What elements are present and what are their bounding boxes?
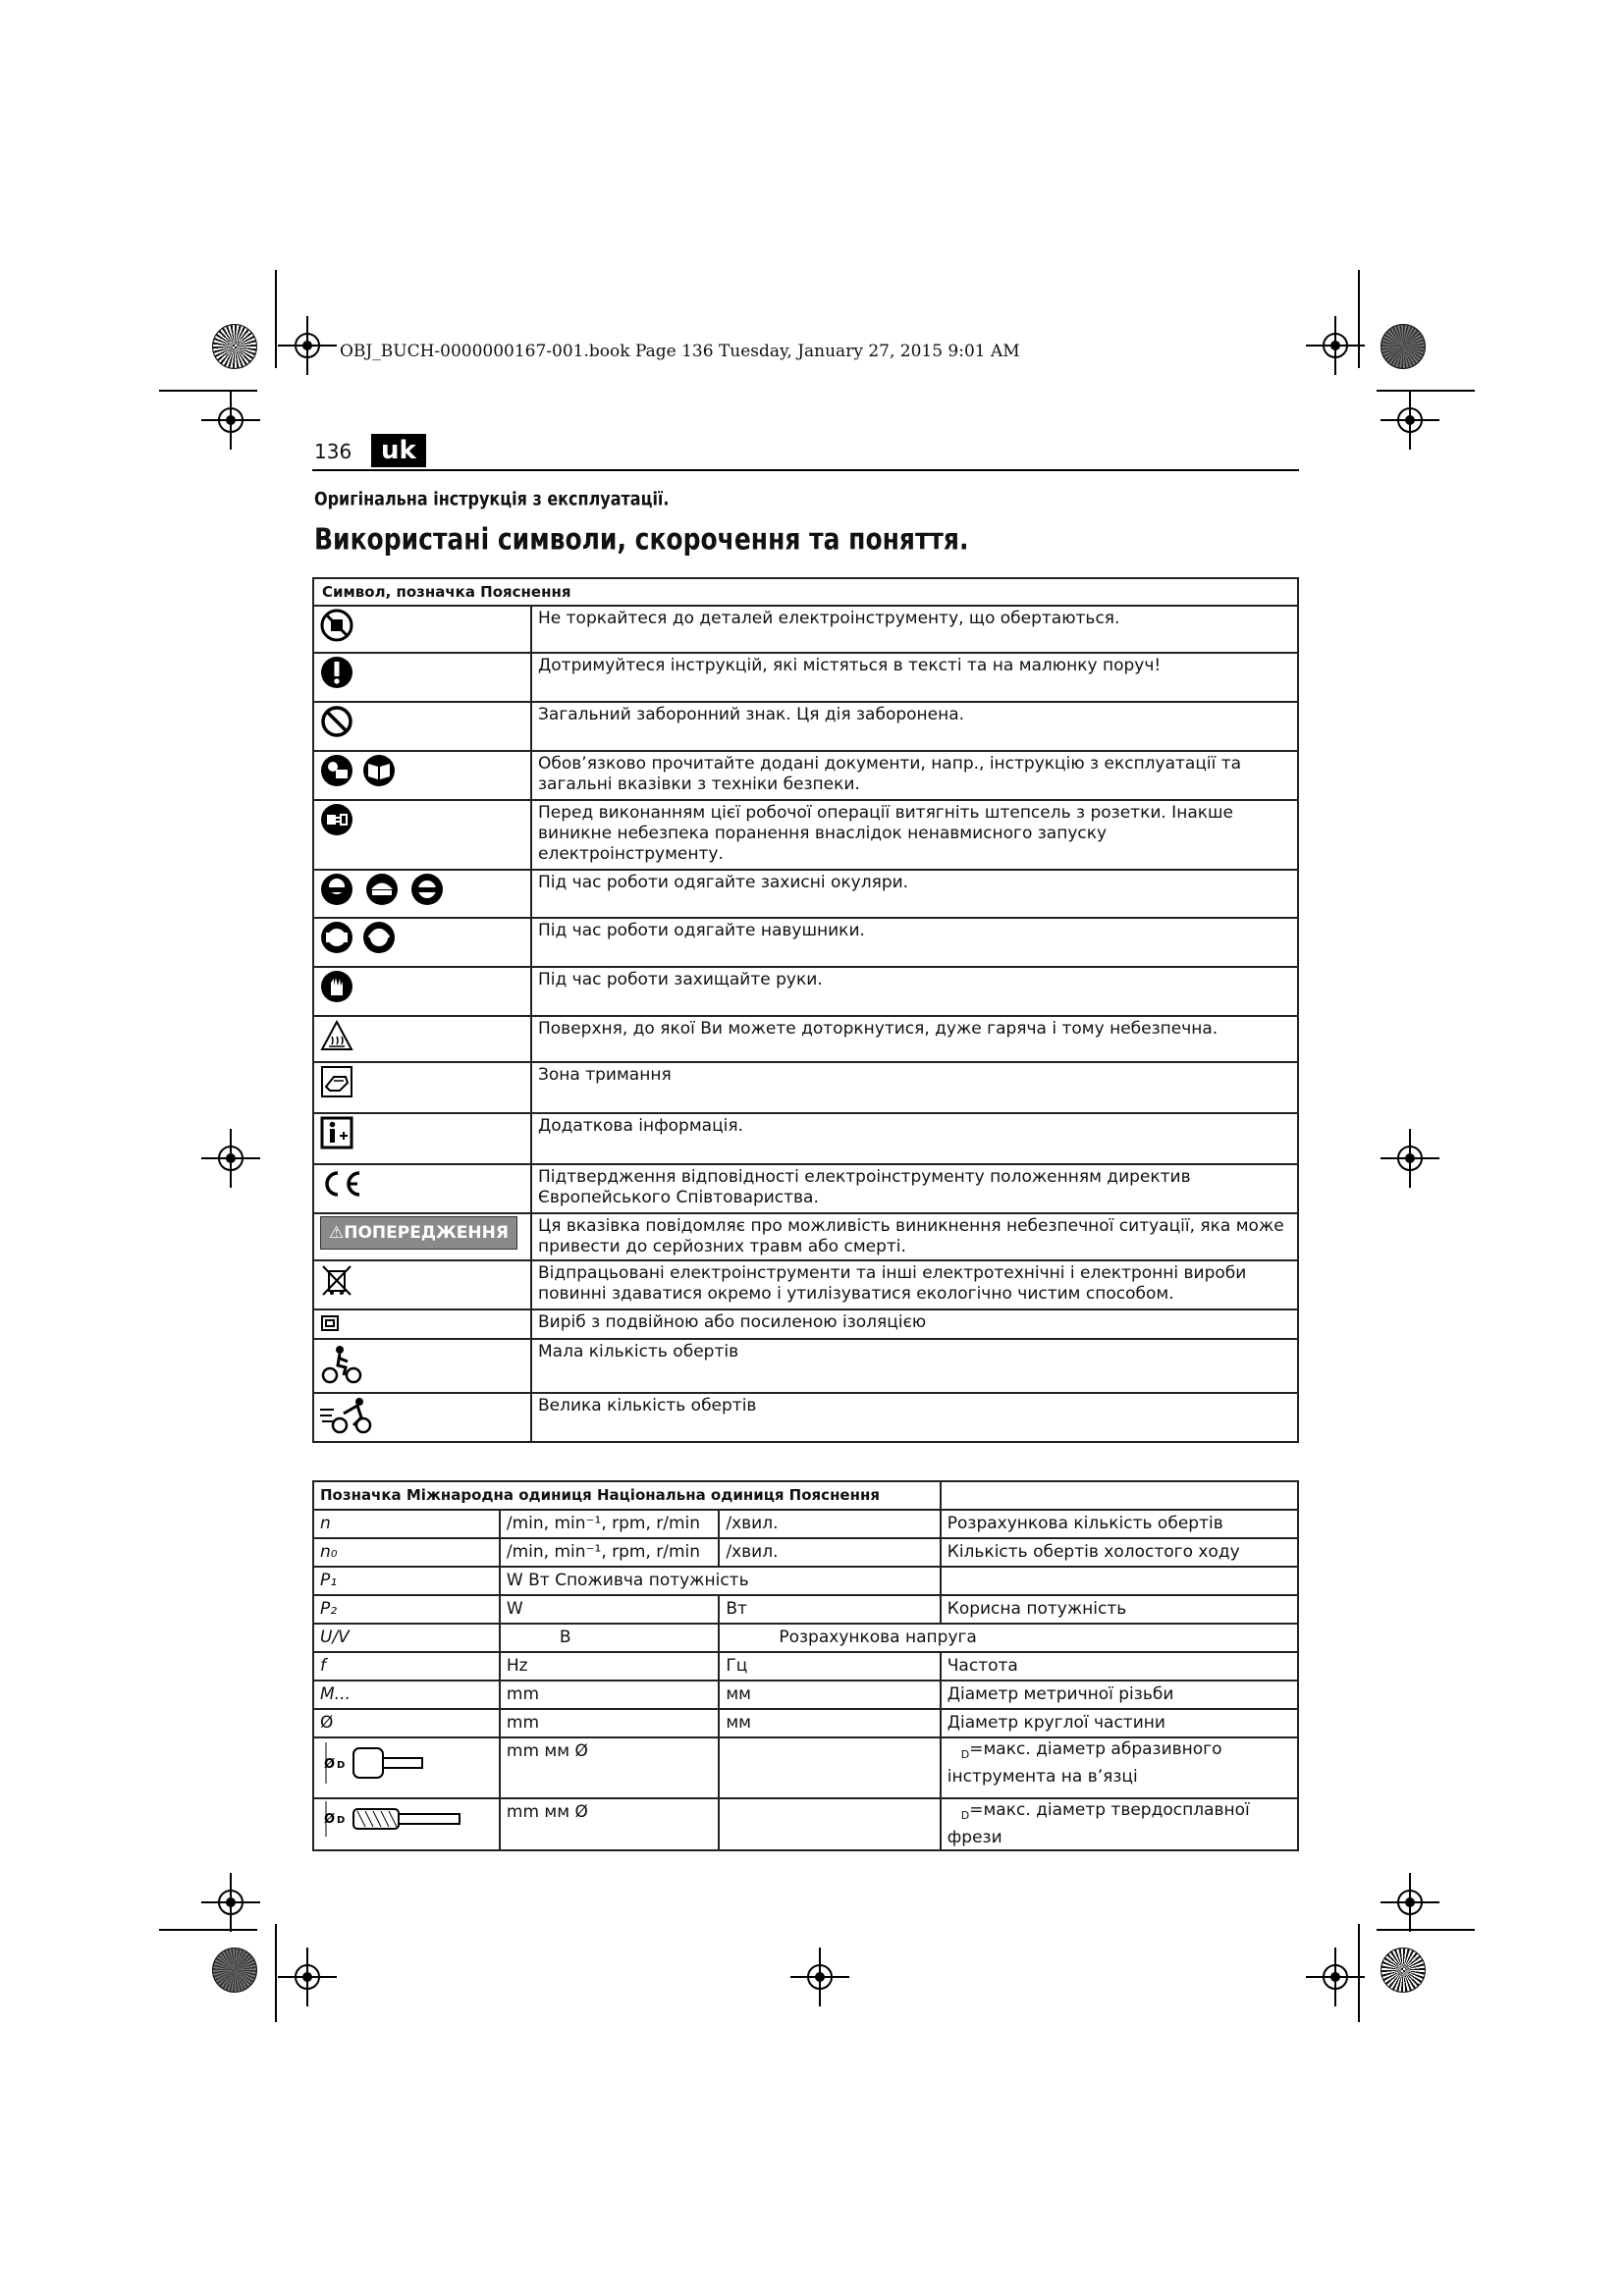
unit-national: Вт <box>719 1595 940 1624</box>
grip-zone-icon <box>320 1065 353 1098</box>
table-row <box>313 918 1298 967</box>
table-row <box>313 1260 1298 1309</box>
table-row <box>313 870 1298 918</box>
unit-explanation: =макс. діаметр абразивного інструмента на в’язці <box>947 1739 1222 1788</box>
registration-crosshair-icon <box>278 1948 337 2006</box>
unit-symbol: U/V <box>313 1624 500 1652</box>
registration-crosshair-icon <box>1380 1873 1439 1932</box>
unit-international: mm <box>500 1681 719 1709</box>
unit-explanation: Діаметр круглої частини <box>941 1709 1298 1737</box>
symbol-description: Зона тримання <box>531 1062 1298 1113</box>
table-row <box>313 606 1298 653</box>
svg-text:D: D <box>337 1815 346 1826</box>
ear-protection-icon <box>320 921 408 954</box>
print-book-info: OBJ_BUCH-0000000167-001.book Page 136 Tuesday, January 27, 2015 9:01 AM <box>340 342 1020 361</box>
unit-subscript: D <box>960 1809 970 1823</box>
registration-crosshair-icon <box>278 316 337 375</box>
header-rule <box>312 469 1299 471</box>
unit-national <box>719 1798 940 1850</box>
units-table-header: Позначка Міжнародна одиниця Національна одиниця Пояснення <box>313 1481 941 1510</box>
table-row <box>313 967 1298 1016</box>
symbol-description: Перед виконанням цієї робочої операції витягніть штепсель з розетки. Інакше виникне небезпека поранення внаслідок ненавмисного запуску електроінструменту. <box>531 800 1298 870</box>
unplug-icon <box>320 803 353 836</box>
abrasive-tool-diagram-icon <box>320 1738 428 1788</box>
table-row <box>313 1113 1298 1164</box>
fast-cyclist-icon <box>320 1396 375 1435</box>
warning-triangle-icon: ⚠ <box>329 1222 345 1243</box>
unit-national: Гц <box>719 1652 940 1681</box>
document-subtitle: Оригінальна інструкція з експлуатації. <box>314 488 670 509</box>
double-insulation-icon <box>320 1312 342 1334</box>
unit-explanation: Корисна потужність <box>941 1595 1298 1624</box>
symbol-description: Під час роботи захищайте руки. <box>531 967 1298 1016</box>
table-row <box>313 1595 1298 1624</box>
table-row <box>313 1567 1298 1595</box>
exclamation-icon <box>320 656 353 689</box>
table-row <box>313 1681 1298 1709</box>
table-row <box>313 702 1298 751</box>
table-row <box>313 1213 1298 1260</box>
symbol-description: Не торкайтеся до деталей електроінструменту, що обертаються. <box>531 606 1298 653</box>
unit-explanation: Частота <box>941 1652 1298 1681</box>
unit-national: /хвил. <box>719 1510 940 1538</box>
unit-international: Hz <box>500 1652 719 1681</box>
table-row <box>313 1164 1298 1213</box>
unit-subscript: D <box>960 1748 970 1762</box>
unit-explanation: =макс. діаметр твердосплавної фрези <box>947 1800 1250 1848</box>
hot-surface-icon <box>320 1019 353 1052</box>
unit-international: mm мм Ø <box>500 1798 719 1850</box>
unit-symbol: f <box>313 1652 500 1681</box>
symbol-description: Виріб з подвійною або посиленою ізоляцією <box>531 1309 1298 1339</box>
unit-international: W Вт Споживча потужність <box>500 1567 941 1595</box>
symbol-description: Під час роботи одягайте навушники. <box>531 918 1298 967</box>
registration-crosshair-icon <box>1306 1948 1365 2006</box>
table-row <box>313 1798 1298 1850</box>
symbol-description: Додаткова інформація. <box>531 1113 1298 1164</box>
read-manual-icon <box>320 754 408 787</box>
table-row <box>313 1510 1298 1538</box>
unit-international: mm мм Ø <box>500 1737 719 1798</box>
symbol-description: Ця вказівка повідомляє про можливість виникнення небезпечної ситуації, яка може привести до серйозних травм або смерті. <box>531 1213 1298 1260</box>
unit-international: mm <box>500 1709 719 1737</box>
carbide-cutter-diagram-icon <box>320 1799 467 1839</box>
unit-explanation: Розрахункова кількість обертів <box>941 1510 1298 1538</box>
unit-international: /min, min⁻¹, rpm, r/min <box>500 1510 719 1538</box>
symbol-description: Загальний заборонний знак. Ця дія заборонена. <box>531 702 1298 751</box>
symbols-table-header-row <box>313 578 1298 606</box>
registration-crosshair-icon <box>201 391 260 450</box>
svg-text:D: D <box>337 1760 346 1771</box>
unit-symbol: P₁ <box>313 1567 500 1595</box>
unit-symbol: P₂ <box>313 1595 500 1624</box>
unit-symbol: n <box>313 1510 500 1538</box>
table-row <box>313 1309 1298 1339</box>
color-registration-rosette-top-right <box>1380 324 1426 369</box>
slow-cyclist-icon <box>320 1342 363 1385</box>
table-row <box>313 1339 1298 1393</box>
symbol-description: Мала кількість обертів <box>531 1339 1298 1393</box>
table-row <box>313 1652 1298 1681</box>
color-registration-rosette-bottom-right <box>1380 1948 1426 1993</box>
registration-crosshair-icon <box>790 1948 849 2006</box>
symbols-table <box>312 577 1299 1443</box>
unit-international: В <box>500 1624 719 1652</box>
symbol-description: Обов’язково прочитайте додані документи, напр., інструкцію з експлуатації та загальні вказівки з техніки безпеки. <box>531 751 1298 800</box>
page-number: 136 <box>314 440 352 463</box>
table-row <box>313 653 1298 702</box>
symbol-description: Поверхня, до якої Ви можете доторкнутися, дуже гаряча і тому небезпечна. <box>531 1016 1298 1062</box>
svg-text:Ø: Ø <box>324 1757 336 1772</box>
units-table-header-row <box>313 1481 1298 1510</box>
unit-explanation: Діаметр метричної різьби <box>941 1681 1298 1709</box>
units-table <box>312 1480 1299 1851</box>
unit-symbol: n₀ <box>313 1538 500 1567</box>
table-row <box>313 1624 1298 1652</box>
unit-explanation: Кількість обертів холостого ходу <box>941 1538 1298 1567</box>
page-title: Використані символи, скорочення та поняття. <box>314 522 969 557</box>
symbol-description: Відпрацьовані електроінструменти та інші електротехнічні і електронні вироби повинні здаватися окремо і утилізуватися екологічно чистим способом. <box>531 1260 1298 1309</box>
unit-explanation <box>941 1567 1298 1595</box>
svg-text:Ø: Ø <box>324 1812 336 1827</box>
table-row <box>313 1709 1298 1737</box>
symbol-description: Велика кількість обертів <box>531 1393 1298 1442</box>
unit-national <box>719 1737 940 1798</box>
table-row <box>313 1393 1298 1442</box>
table-row <box>313 751 1298 800</box>
table-row <box>313 1016 1298 1062</box>
unit-international: /min, min⁻¹, rpm, r/min <box>500 1538 719 1567</box>
unit-national: мм <box>719 1681 940 1709</box>
symbol-description: Підтвердження відповідності електроінструменту положенням директив Європейського Співтовариства. <box>531 1164 1298 1213</box>
symbols-table-header: Символ, позначка Пояснення <box>313 578 1298 606</box>
unit-symbol: Ø <box>313 1709 500 1737</box>
warning-badge-label: ПОПЕРЕДЖЕННЯ <box>344 1222 509 1243</box>
ce-mark-icon <box>320 1167 363 1201</box>
info-icon <box>320 1116 353 1149</box>
no-touch-rotating-icon <box>320 609 353 642</box>
registration-crosshair-icon <box>201 1129 260 1188</box>
safety-glasses-icon <box>320 873 454 906</box>
unit-national: мм <box>719 1709 940 1737</box>
table-row <box>313 800 1298 870</box>
warning-badge <box>320 1216 517 1250</box>
table-row <box>313 1538 1298 1567</box>
color-registration-rosette-bottom-left <box>212 1948 257 1993</box>
language-tab: uk <box>371 434 426 467</box>
symbol-description: Дотримуйтеся інструкцій, які містяться в тексті та на малюнку поруч! <box>531 653 1298 702</box>
unit-national: /хвил. <box>719 1538 940 1567</box>
unit-symbol: M... <box>313 1681 500 1709</box>
table-row <box>313 1062 1298 1113</box>
prohibition-icon <box>320 705 353 738</box>
symbol-description: Під час роботи одягайте захисні окуляри. <box>531 870 1298 918</box>
unit-national: Розрахункова напруга <box>719 1624 1298 1652</box>
color-registration-rosette-top-left <box>212 324 257 369</box>
registration-crosshair-icon <box>1380 1129 1439 1188</box>
table-row <box>313 1737 1298 1798</box>
unit-international: W <box>500 1595 719 1624</box>
registration-crosshair-icon <box>1306 316 1365 375</box>
registration-crosshair-icon <box>201 1873 260 1932</box>
gloves-icon <box>320 970 353 1003</box>
registration-crosshair-icon <box>1380 391 1439 450</box>
weee-bin-icon <box>320 1263 353 1297</box>
